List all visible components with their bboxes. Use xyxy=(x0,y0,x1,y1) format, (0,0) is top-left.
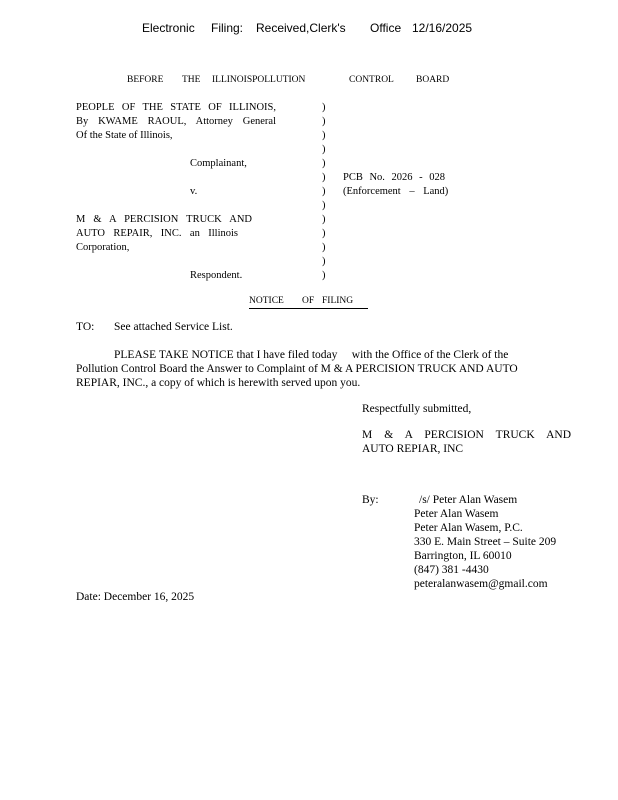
respondent-line-3: Corporation, xyxy=(76,242,130,253)
respondent-line-2: AUTO REPAIR, INC. an Illinois xyxy=(76,228,238,239)
caption-paren: ) xyxy=(322,242,326,253)
caption-paren: ) xyxy=(322,116,326,127)
address-line-1: 330 E. Main Street – Suite 209 xyxy=(414,536,557,548)
filing-header-date: 12/16/2025 xyxy=(412,21,473,35)
notice-title-word: NOTICE xyxy=(249,296,284,306)
filing-header-filing: Filing: xyxy=(211,21,244,35)
caption-paren: ) xyxy=(322,256,326,267)
caption-paren: ) xyxy=(322,172,326,183)
firm-name: Peter Alan Wasem, P.C. xyxy=(414,522,523,534)
board-word-before: BEFORE xyxy=(127,75,164,85)
caption-paren: ) xyxy=(322,144,326,155)
caption-paren: ) xyxy=(322,102,326,113)
notice-title xyxy=(249,296,368,309)
caption-paren: ) xyxy=(322,130,326,141)
caption-paren: ) xyxy=(322,186,326,197)
filing-header-received: Received,Clerk's xyxy=(256,21,346,35)
notice-paragraph-line-1: PLEASE TAKE NOTICE that I have filed today with the Office of the Clerk of the xyxy=(114,349,509,361)
caption-paren: ) xyxy=(322,158,326,169)
to-value: See attached Service List. xyxy=(114,321,233,333)
complainant-line-1: PEOPLE OF THE STATE OF ILLINOIS, xyxy=(76,102,276,113)
board-word-control: CONTROL xyxy=(349,75,394,85)
case-number: PCB No. 2026 - 028 xyxy=(343,172,446,183)
notice-paragraph-line-2: Pollution Control Board the Answer to Complaint of M & A PERCISION TRUCK AND AUTO xyxy=(76,363,518,375)
board-word-board: BOARD xyxy=(416,75,450,85)
caption-paren: ) xyxy=(322,228,326,239)
to-label: TO: xyxy=(76,321,95,333)
date-line: Date: December 16, 2025 xyxy=(76,591,195,603)
electronic-signature: /s/ Peter Alan Wasem xyxy=(419,494,518,506)
party-line-1: M & A PERCISION TRUCK AND xyxy=(362,429,571,441)
filing-header-office: Office xyxy=(370,21,402,35)
by-label: By: xyxy=(362,494,379,506)
complainant-label: Complainant, xyxy=(190,158,247,169)
address-line-2: Barrington, IL 60010 xyxy=(414,550,512,562)
phone-number: (847) 381 -4430 xyxy=(414,564,489,576)
caption-paren: ) xyxy=(322,200,326,211)
closing: Respectfully submitted, xyxy=(362,403,472,415)
complainant-line-2: By KWAME RAOUL, Attorney General xyxy=(76,116,276,127)
respondent-line-1: M & A PERCISION TRUCK AND xyxy=(76,214,252,225)
caption-paren: ) xyxy=(322,270,326,281)
notice-title-word: FILING xyxy=(322,296,354,306)
attorney-name: Peter Alan Wasem xyxy=(414,508,499,520)
notice-title-word: OF xyxy=(302,296,315,306)
board-word-the: THE xyxy=(182,75,201,85)
respondent-label: Respondent. xyxy=(190,270,243,281)
board-word-illinois-pollution: ILLINOISPOLLUTION xyxy=(212,75,306,85)
email-address: peteralanwasem@gmail.com xyxy=(414,578,548,590)
versus-label: v. xyxy=(190,186,198,197)
filing-header-electronic: Electronic xyxy=(142,21,195,35)
notice-paragraph-line-3: REPIAR, INC., a copy of which is herewith served upon you. xyxy=(76,377,361,389)
complainant-line-3: Of the State of Illinois, xyxy=(76,130,173,141)
caption-paren: ) xyxy=(322,214,326,225)
case-type: (Enforcement – Land) xyxy=(343,186,449,197)
party-line-2: AUTO REPIAR, INC xyxy=(362,443,464,455)
